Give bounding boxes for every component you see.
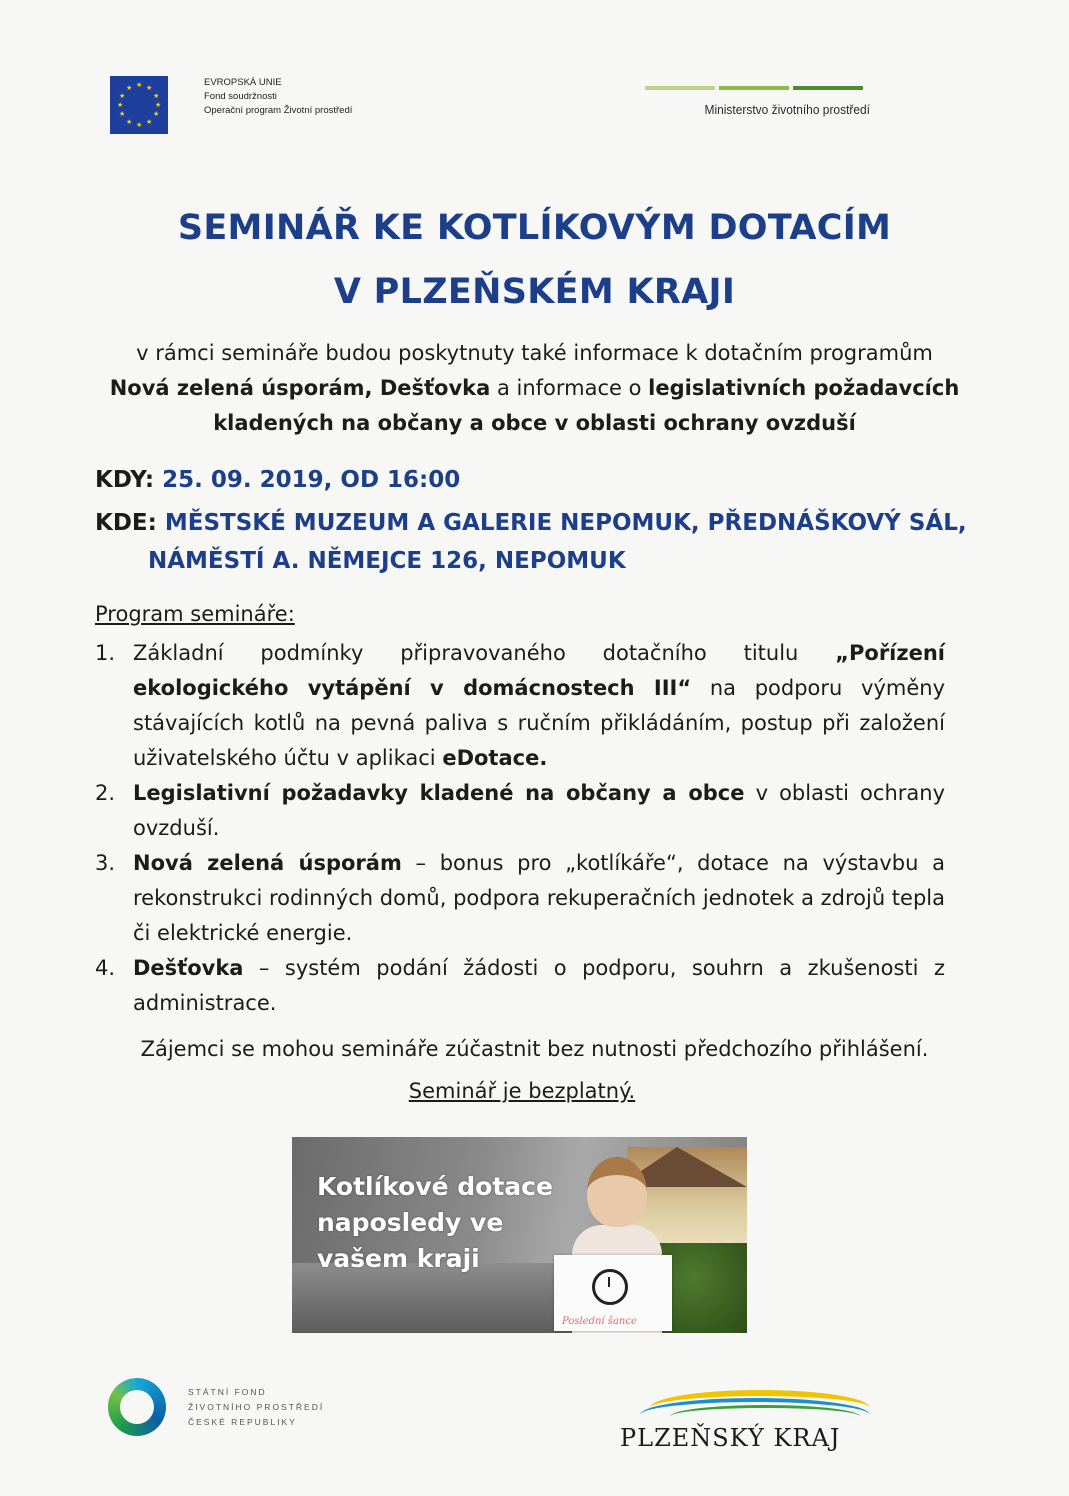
region-name: PLZEŇSKÝ KRAJ: [620, 1424, 841, 1452]
eu-program-text: [204, 76, 352, 118]
item-bold: eDotace.: [442, 746, 548, 770]
when-row: [95, 462, 460, 498]
sfzp-circle-icon: [108, 1378, 166, 1436]
item-text: [133, 636, 945, 776]
banner-line: vašem kraji: [317, 1244, 480, 1273]
eu-line: Fond soudržnosti: [204, 91, 277, 102]
where-row: [95, 505, 975, 541]
when-label: KDY:: [95, 467, 155, 493]
sign-card: [554, 1255, 672, 1331]
where-value-line1: MĚSTSKÉ MUZEUM A GALERIE NEPOMUK, PŘEDNÁŠKOVÝ SÁL,: [164, 510, 967, 536]
list-item: [95, 776, 945, 846]
where-value-line2: NÁMĚSTÍ A. NĚMEJCE 126, NEPOMUK: [148, 548, 626, 574]
eu-logo: [110, 76, 352, 134]
banner-text: [317, 1169, 553, 1277]
when-value: 25. 09. 2019, OD 16:00: [162, 467, 461, 493]
plzensky-kraj-logo: [620, 1386, 870, 1452]
list-item: [95, 636, 945, 776]
sfzp-line: STÁTNÍ FOND: [188, 1386, 267, 1397]
item-plain: na podporu výměny stávajících kotlů na pevná paliva s ručním přikládáním, postup při založení uživatelského účtu v aplikaci: [133, 676, 945, 770]
item-number: 1.: [95, 641, 116, 665]
eu-line: EVROPSKÁ UNIE: [204, 77, 282, 88]
item-number: 3.: [95, 851, 116, 875]
banner-line: Kotlíkové dotace: [317, 1172, 553, 1201]
item-text: [133, 846, 945, 951]
where-label: KDE:: [95, 510, 157, 536]
ministry-logo: [645, 86, 870, 117]
eu-line: Operační program Životní prostředí: [204, 105, 353, 116]
free-note: [0, 1075, 1044, 1107]
item-bold: „Pořízení ekologického vytápění v domácnostech III“: [133, 641, 945, 700]
alarm-clock-icon: [592, 1269, 628, 1305]
item-text: [133, 951, 945, 1021]
intro-bold-legislation: legislativních požadavcích kladených na občany a obce v oblasti ochrany ovzduší: [213, 376, 960, 435]
free-text: Seminář je bezplatný.: [408, 1079, 636, 1103]
sfzp-line: ČESKÉ REPUBLIKY: [188, 1416, 297, 1427]
item-plain: – systém podání žádosti o podporu, souhrn a zkušenosti z administrace.: [133, 956, 945, 1015]
registration-note: Zájemci se mohou semináře zúčastnit bez nutnosti předchozího přihlášení.: [140, 1037, 929, 1061]
item-bold: Nová zelená úsporám: [133, 851, 402, 875]
sfzp-text: [188, 1385, 324, 1430]
item-plain: – bonus pro „kotlíkáře“, dotace na výstavbu a rekonstrukci rodinných domů, podpora rekuperačních jednotek a zdrojů tepla či elektrické energie.: [133, 851, 945, 945]
program-list: [95, 636, 945, 1021]
list-item: [95, 846, 945, 951]
item-plain: v oblasti ochrany ovzduší.: [133, 781, 945, 840]
item-number: 4.: [95, 956, 116, 980]
item-bold: Dešťovka: [133, 956, 244, 980]
ministry-color-bars: [645, 86, 870, 90]
promo-banner: [292, 1137, 747, 1333]
list-item: [95, 951, 945, 1021]
banner-line: naposledy ve: [317, 1208, 504, 1237]
intro-paragraph: [80, 336, 989, 441]
ministry-name: Ministerstvo životního prostředí: [704, 102, 870, 117]
intro-bold-programs: Nová zelená úsporám, Dešťovka: [109, 376, 491, 400]
title-line: SEMINÁŘ KE KOTLÍKOVÝM DOTACÍM: [177, 208, 892, 248]
region-swoosh-icon: [620, 1386, 870, 1426]
eu-flag-icon: ★ ★ ★ ★ ★ ★ ★ ★ ★ ★ ★ ★: [110, 76, 168, 134]
item-text: [133, 776, 945, 846]
sfzp-logo: [108, 1378, 324, 1436]
program-heading: Program semináře:: [95, 602, 295, 626]
title-line: V PLZEŇSKÉM KRAJI: [333, 272, 736, 312]
item-number: 2.: [95, 781, 116, 805]
item-bold: Legislativní požadavky kladené na občany a obce: [133, 781, 745, 805]
sfzp-line: ŽIVOTNÍHO PROSTŘEDÍ: [188, 1401, 325, 1412]
item-plain: Základní podmínky připravovaného dotačního titulu: [133, 641, 836, 665]
intro-text: v rámci semináře budou poskytnuty také informace k dotačním programům: [136, 341, 933, 365]
card-text: Poslední šance: [562, 1316, 637, 1327]
page-title: [0, 196, 1069, 324]
intro-text: a informace o: [490, 376, 649, 400]
